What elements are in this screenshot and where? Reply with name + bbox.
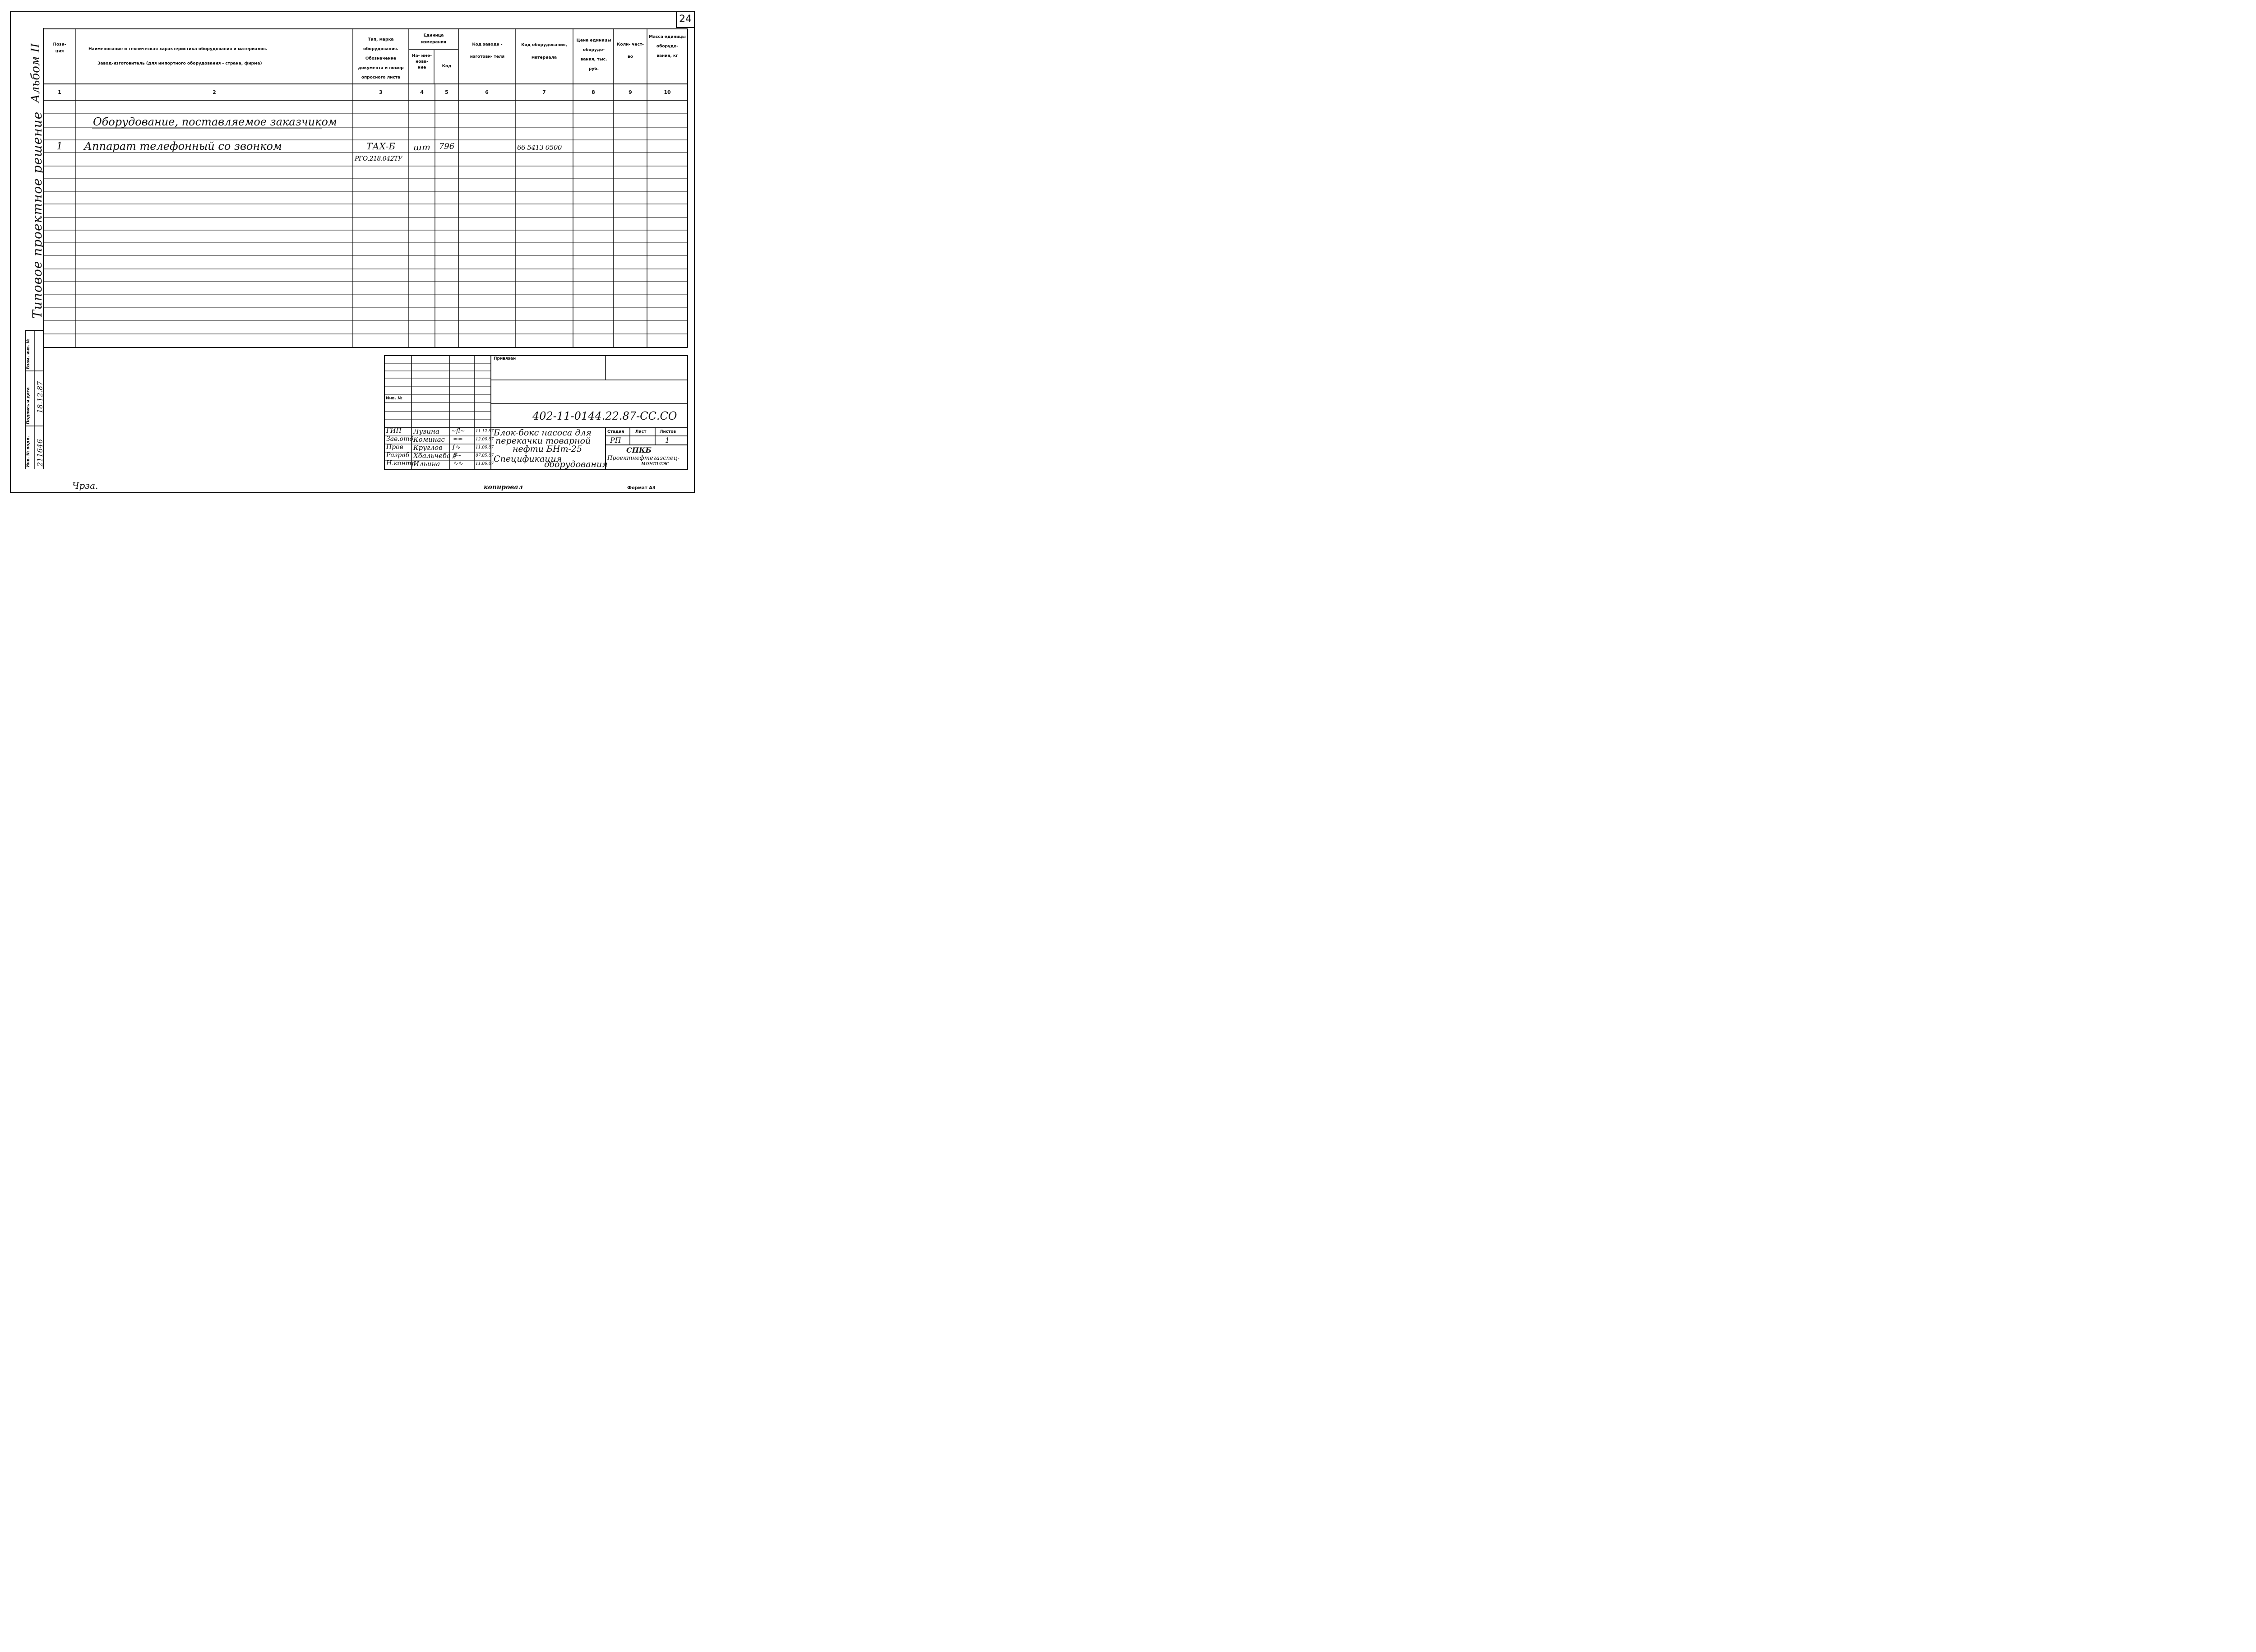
col-number-5: 5 [445,89,448,95]
header-unit-name: На- име- нова- ние [412,54,432,70]
name-n-kontr: Ильина [413,460,440,468]
role-zav-otd: Зав.отд [386,435,414,443]
album-label: Альбом II [29,43,42,103]
date-1: 11.12.87 [476,429,494,434]
header-position: Пози- ция [53,42,66,54]
document-designation: 402-11-0144.22.87-СС.СО [532,410,677,422]
sign-date-label: Подпись и дата [26,387,31,424]
signature-4: ∯~ [452,452,462,459]
stage-label: Стадия [607,430,624,434]
org-line3: монтаж [641,460,669,467]
privyazan-label: Привязан [494,356,516,361]
object-title-line3: нефти БНт-25 [513,444,582,454]
name-prov: Круглов [413,444,443,452]
sheet-number: 24 [676,12,694,28]
doc-title-line2: оборудования [544,459,608,469]
signature-2: ≈≈ [453,436,463,443]
doc-title-line1: Спецификация [494,454,562,464]
object-title-line1: Блок-бокс насоса для [494,428,592,438]
role-gip: ГИП [386,427,402,435]
row1-equipment-code: 66 5413 0500 [517,143,562,152]
header-mass: Масса единицы оборудо- вания, кг [649,35,686,58]
inv-no-label: Инв. № [386,396,402,401]
role-prov: Пров [386,444,403,451]
header-equipment-code: Код оборудования, материала [521,43,567,60]
row1-unit: шт [413,142,430,153]
date-4: 07.05.87 [476,453,494,458]
role-razrab: Разраб [386,452,410,459]
name-zav-otd: Коминас [413,435,445,444]
inv-podl-label: Инв. № подл. [26,436,31,467]
role-n-kontr: Н.контр [386,460,416,467]
signature-3: ∫∿ [452,444,460,451]
grid-lines [0,0,707,498]
footer-copied: копировал [484,484,523,491]
header-name-line2: Завод-изготовитель (для импортного оборудования - страна, фирма) [97,61,262,66]
col-number-4: 4 [420,89,424,95]
header-type: Тип, марка оборудования. Обозначение документа и номер опросного листа [358,37,404,80]
header-quantity: Коли- чест- во [617,42,644,59]
org-name: СПКБ [626,446,652,454]
signature-5: ∿∿ [453,460,463,467]
name-razrab: Хбальчеба [413,452,451,460]
col-number-10: 10 [664,89,671,95]
col-number-7: 7 [542,89,546,95]
sign-date-value: 18.12.87 [36,381,44,413]
row1-document: РГО.218.042ТУ [355,155,402,162]
section-title: Оборудование, поставляемое заказчиком [93,116,337,128]
name-gip: Лузина [413,427,439,435]
header-name-line1: Наименование и техническая характеристика оборудования и материалов. [88,47,268,51]
sheets-label: Листов [660,430,676,434]
vzam-inv-label: Взам. инв. № [26,338,31,369]
row1-name: Аппарат телефонный со звонком [84,140,282,153]
header-unit-code: Код [442,64,452,69]
org-line2: Проектнефтегазспец- [607,455,680,462]
header-unit: Единица измерения [421,33,446,45]
date-3: 11.06.87 [476,445,494,450]
col-number-2: 2 [213,89,216,95]
col-number-6: 6 [485,89,489,95]
sheet-label: Лист [635,430,647,434]
row1-position: 1 [56,141,63,152]
col-number-8: 8 [592,89,595,95]
footer-format: Формат А3 [627,486,656,491]
header-factory-code: Код завода - изготови- теля [470,42,505,59]
date-2: 12.06.87 [476,437,494,442]
row1-unit-code: 796 [439,142,455,151]
sheets-value: 1 [665,436,670,444]
row1-type: ТАХ-Б [366,141,396,152]
header-price: Цена единицы оборудо- вания, тыс. руб. [576,38,611,71]
col-number-9: 9 [629,89,632,95]
stage-value: РП [610,436,621,444]
date-5: 11.06.87 [476,462,494,466]
typical-solution-label: Типовое проектное решение [30,111,45,319]
signature-1: ~ﬂ~ [451,428,465,435]
footer-left-note: Чрза. [72,480,98,491]
inv-podl-value: 211646 [36,439,44,467]
col-number-3: 3 [379,89,383,95]
col-number-1: 1 [58,89,61,95]
object-title-line2: перекачки товарной [495,436,591,446]
